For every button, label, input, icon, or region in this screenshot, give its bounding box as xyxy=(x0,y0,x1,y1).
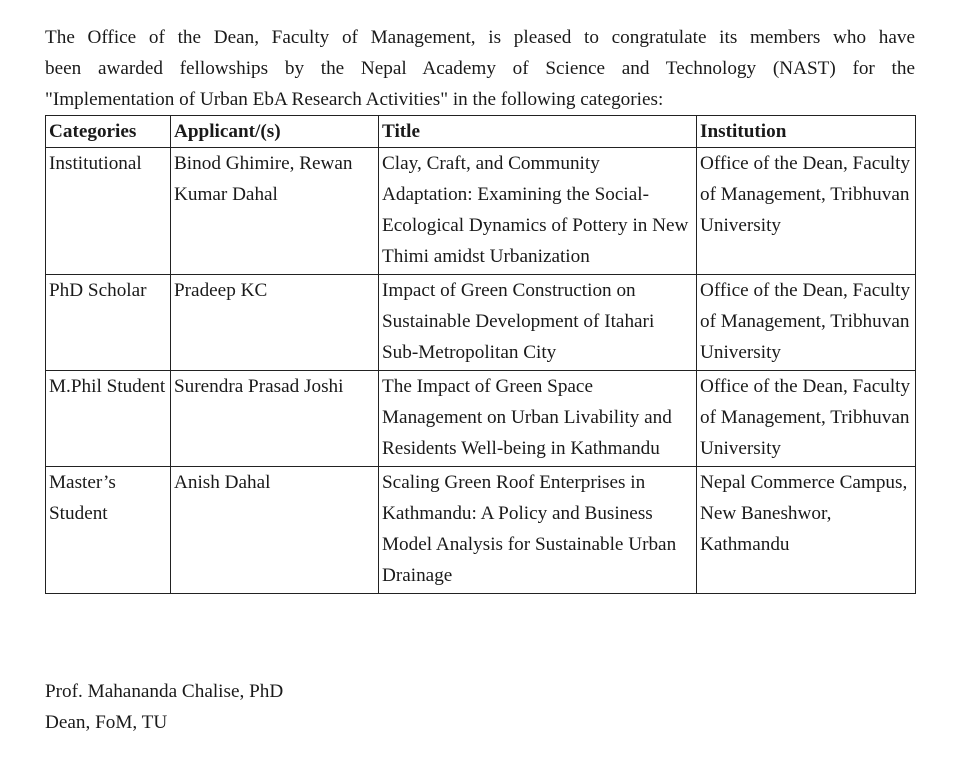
cell-applicant: Surendra Prasad Joshi xyxy=(171,371,379,467)
table-row xyxy=(46,275,916,371)
intro-line: been awarded fellowships by the Nepal Academy of Science and Technology (NAST) for the xyxy=(45,58,915,79)
header-institution: Institution xyxy=(697,116,916,148)
header-title: Title xyxy=(379,116,697,148)
cell-institution: Office of the Dean, Faculty of Management, Tribhuvan University xyxy=(697,371,916,467)
cell-category: PhD Scholar xyxy=(46,275,171,371)
header-categories: Categories xyxy=(46,116,171,148)
cell-category: M.Phil Student xyxy=(46,371,171,467)
cell-title: The Impact of Green Space Management on Urban Livability and Residents Well-being in Kathmandu xyxy=(379,371,697,467)
cell-applicant: Anish Dahal xyxy=(171,467,379,594)
table-header-row xyxy=(46,116,916,148)
intro-paragraph xyxy=(45,22,915,115)
cell-applicant: Binod Ghimire, Rewan Kumar Dahal xyxy=(171,148,379,275)
table-row xyxy=(46,467,916,594)
intro-line: The Office of the Dean, Faculty of Management, is pleased to congratulate its members who have xyxy=(45,27,915,48)
cell-applicant: Pradeep KC xyxy=(171,275,379,371)
signatory-title: Dean, FoM, TU xyxy=(45,712,168,733)
cell-category: Master’s Student xyxy=(46,467,171,594)
cell-title: Impact of Green Construction on Sustainable Development of Itahari Sub-Metropolitan City xyxy=(379,275,697,371)
intro-line: "Implementation of Urban EbA Research Activities" in the following categories: xyxy=(45,89,664,110)
cell-category: Institutional xyxy=(46,148,171,275)
table-row xyxy=(46,148,916,275)
fellowship-table xyxy=(45,115,916,594)
cell-institution: Office of the Dean, Faculty of Management, Tribhuvan University xyxy=(697,148,916,275)
signature-block xyxy=(45,676,283,738)
cell-institution: Nepal Commerce Campus, New Baneshwor, Kathmandu xyxy=(697,467,916,594)
header-applicants: Applicant/(s) xyxy=(171,116,379,148)
announcement-document xyxy=(45,22,915,594)
signatory-name: Prof. Mahananda Chalise, PhD xyxy=(45,681,284,702)
cell-title: Scaling Green Roof Enterprises in Kathmandu: A Policy and Business Model Analysis for Sustainable Urban Drainage xyxy=(379,467,697,594)
cell-title: Clay, Craft, and Community Adaptation: Examining the Social-Ecological Dynamics of Pottery in New Thimi amidst Urbanization xyxy=(379,148,697,275)
table-row xyxy=(46,371,916,467)
cell-institution: Office of the Dean, Faculty of Management, Tribhuvan University xyxy=(697,275,916,371)
